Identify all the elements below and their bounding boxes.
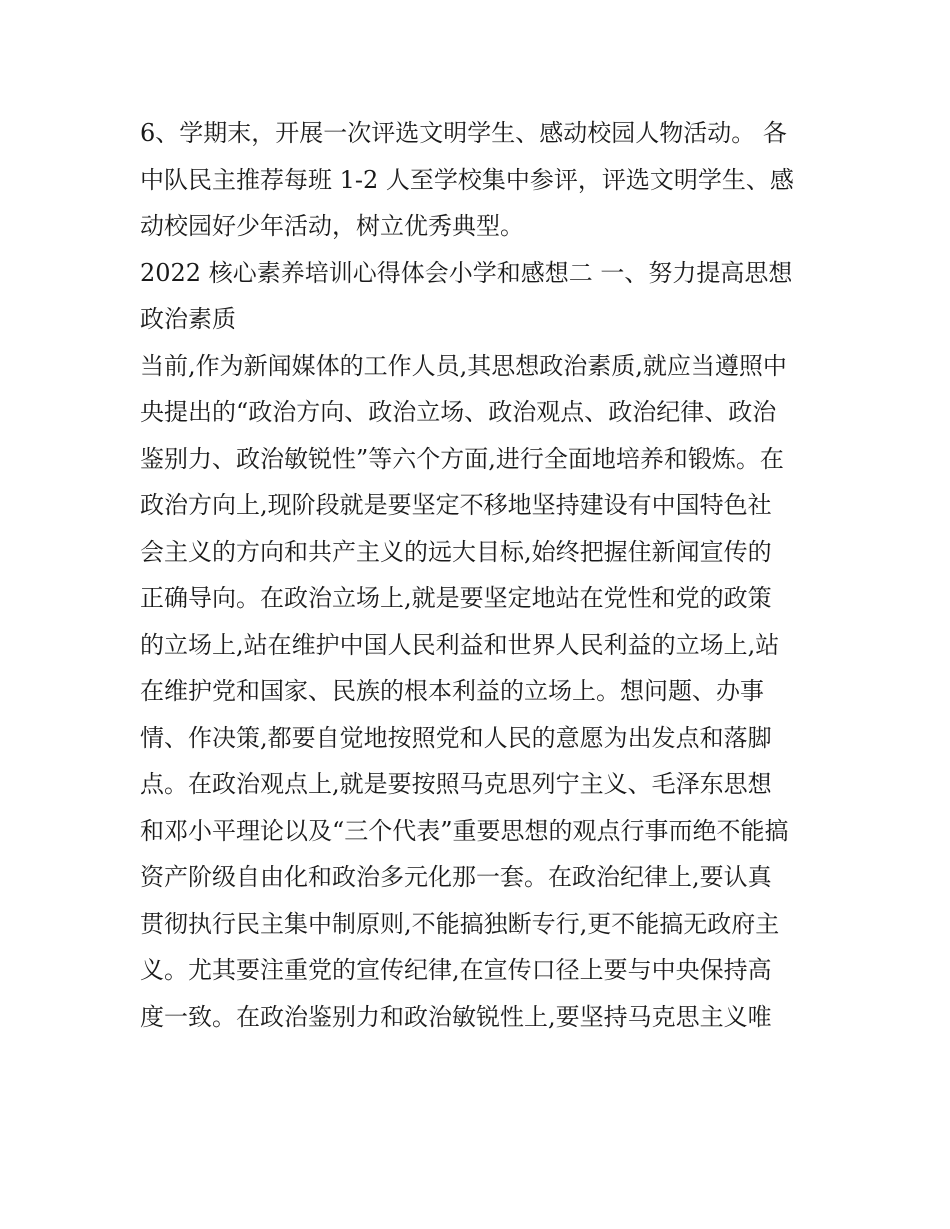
section-heading-line: 政治素质 — [140, 305, 236, 333]
text-line: 资产阶级自由化和政治多元化那一套。在政治纪律上,要认真 — [140, 863, 772, 891]
text-line: 度一致。在政治鉴别力和政治敏锐性上,要坚持马克思主义唯 — [140, 1002, 772, 1031]
text-line: 的立场上,站在维护中国人民利益和世界人民利益的立场上,站 — [140, 630, 780, 659]
text-line: 义。尤其要注重党的宣传纪律,在宣传口径上要与中央保持高 — [140, 956, 772, 984]
body-text — [140, 110, 820, 1040]
text-line: 政治方向上,现阶段就是要坚定不移地坚持建设有中国特色社 — [140, 491, 772, 519]
text-line: 贯彻执行民主集中制原则,不能搞独断专行,更不能搞无政府主 — [140, 909, 780, 938]
text-line: 在维护党和国家、民族的根本利益的立场上。想问题、办事 — [140, 677, 764, 705]
text-line: 动校园好少年活动，树立优秀典型。 — [140, 212, 524, 240]
text-line: 当前,作为新闻媒体的工作人员,其思想政治素质,就应当遵照中 — [140, 351, 787, 380]
text-line: 情、作决策,都要自觉地按照党和人民的意愿为出发点和落脚 — [140, 723, 772, 752]
text-line: 和邓小平理论以及“三个代表”重要思想的观点行事而绝不能搞 — [140, 816, 789, 845]
section-heading-line: 2022 核心素养培训心得体会小学和感想二 一、努力提高思想 — [140, 258, 793, 287]
text-line: 点。在政治观点上,就是要按照马克思列宁主义、毛泽东思想 — [140, 770, 772, 798]
text-line: 会主义的方向和共产主义的远大目标,始终把握住新闻宣传的 — [140, 537, 772, 566]
text-line: 央提出的“政治方向、政治立场、政治观点、政治纪律、政治 — [140, 398, 777, 426]
text-line: 鉴别力、政治敏锐性”等六个方面,进行全面地培养和锻炼。在 — [140, 444, 784, 473]
text-line: 正确导向。在政治立场上,就是要坚定地站在党性和党的政策 — [140, 584, 772, 612]
text-line: 中队民主推荐每班 1-2 人至学校集中参评，评选文明学生、感 — [140, 165, 794, 194]
text-line: 6、学期末，开展一次评选文明学生、感动校园人物活动。 各 — [140, 119, 787, 147]
